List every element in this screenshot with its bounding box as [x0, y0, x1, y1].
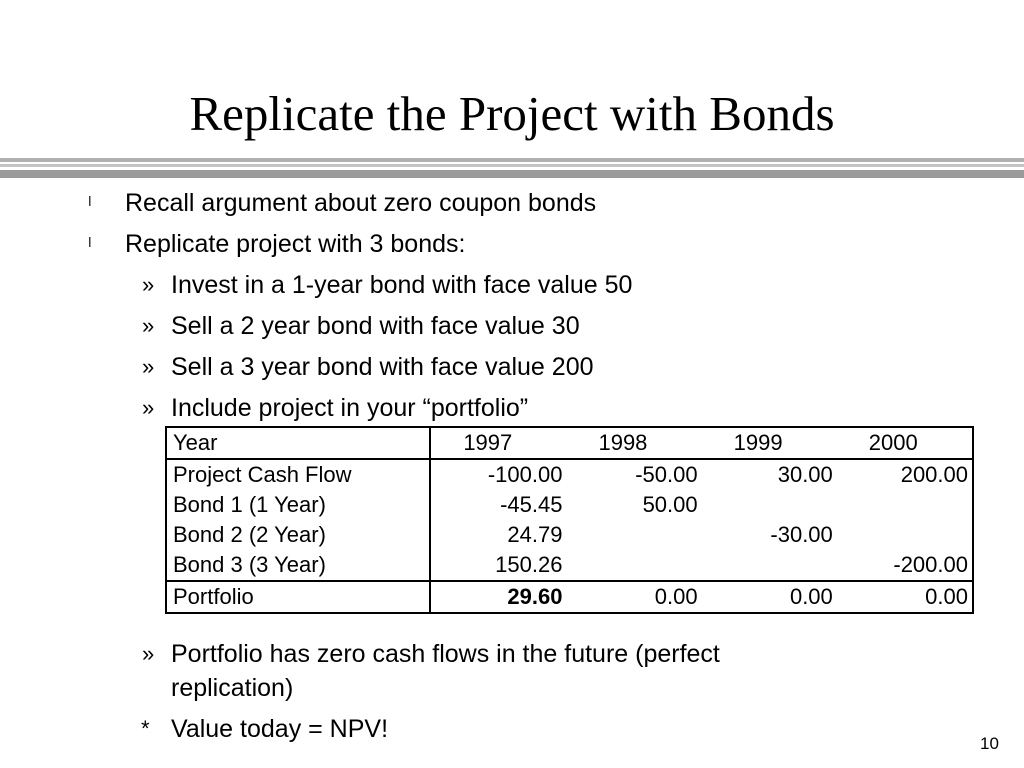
table-cell: 24.79	[507, 522, 563, 547]
table-cell	[566, 550, 701, 581]
sub-bullet-text: Include project in your “portfolio”	[171, 394, 529, 422]
table-cell: 30.00	[777, 462, 833, 487]
table-cell: 200.00	[900, 462, 968, 487]
table-cell	[837, 520, 973, 550]
table-cell: Bond 1 (1 Year)	[166, 490, 430, 520]
page-number: 10	[980, 734, 999, 753]
title-divider-top	[0, 158, 1024, 162]
table-row	[166, 520, 973, 550]
sub-bullet-text: Sell a 3 year bond with face value 200	[171, 353, 594, 381]
sub-bullet-marker: »	[142, 395, 155, 420]
sub-bullet-marker: »	[142, 354, 155, 379]
title-divider-bottom	[0, 170, 1024, 178]
sub-bullet-marker: »	[142, 313, 155, 338]
table-header-cell: 2000	[837, 427, 973, 459]
table-cell	[566, 520, 701, 550]
table-header-cell: 1998	[566, 427, 701, 459]
table-cell: 0.00	[837, 581, 973, 613]
table-row	[166, 490, 973, 520]
table-cell: -45.45	[500, 492, 563, 517]
sub-bullet-text: Sell a 2 year bond with face value 30	[171, 312, 580, 340]
portfolio-row	[166, 581, 973, 613]
table-cell	[702, 490, 837, 520]
slide-title: Replicate the Project with Bonds	[189, 86, 835, 141]
sub-bullet-text: Portfolio has zero cash flows in the future (perfect	[171, 640, 720, 668]
table-header-row	[166, 427, 973, 459]
sub-bullet-marker: *	[141, 716, 150, 741]
table-cell: 50.00	[642, 492, 698, 517]
table-row	[166, 459, 973, 490]
table-row	[166, 550, 973, 581]
table-cell: Project Cash Flow	[166, 459, 430, 490]
sub-bullet-text: Value today = NPV!	[171, 715, 389, 743]
title-divider-middle	[0, 164, 1024, 167]
table-cell: Portfolio	[166, 581, 430, 613]
table-cell: 0.00	[566, 581, 701, 613]
table-cell	[837, 490, 973, 520]
bullet-marker: l	[88, 195, 92, 210]
sub-bullet-marker: »	[142, 272, 155, 297]
portfolio-total-cell: 29.60	[430, 581, 566, 613]
sub-bullet-text: replication)	[171, 674, 294, 702]
table-cell: Bond 3 (3 Year)	[166, 550, 430, 581]
sub-bullet-text: Invest in a 1-year bond with face value 50	[171, 271, 633, 299]
table-cell: -200.00	[893, 552, 968, 577]
table-cell: -50.00	[635, 462, 698, 487]
table-cell: 150.26	[495, 552, 563, 577]
table-cell: -30.00	[770, 522, 833, 547]
table-cell: Bond 2 (2 Year)	[166, 520, 430, 550]
bullet-text: Recall argument about zero coupon bonds	[125, 189, 597, 217]
table-header-cell: 1999	[702, 427, 837, 459]
table-cell: 0.00	[702, 581, 837, 613]
cash-flow-table	[165, 426, 974, 614]
sub-bullet-marker: »	[142, 641, 155, 666]
table-cell: -100.00	[487, 462, 563, 487]
bullet-marker: l	[88, 236, 92, 251]
table-header-cell: 1997	[430, 427, 566, 459]
bullet-text: Replicate project with 3 bonds:	[125, 230, 466, 258]
table-header-cell: Year	[166, 427, 430, 459]
table-cell	[702, 550, 837, 581]
